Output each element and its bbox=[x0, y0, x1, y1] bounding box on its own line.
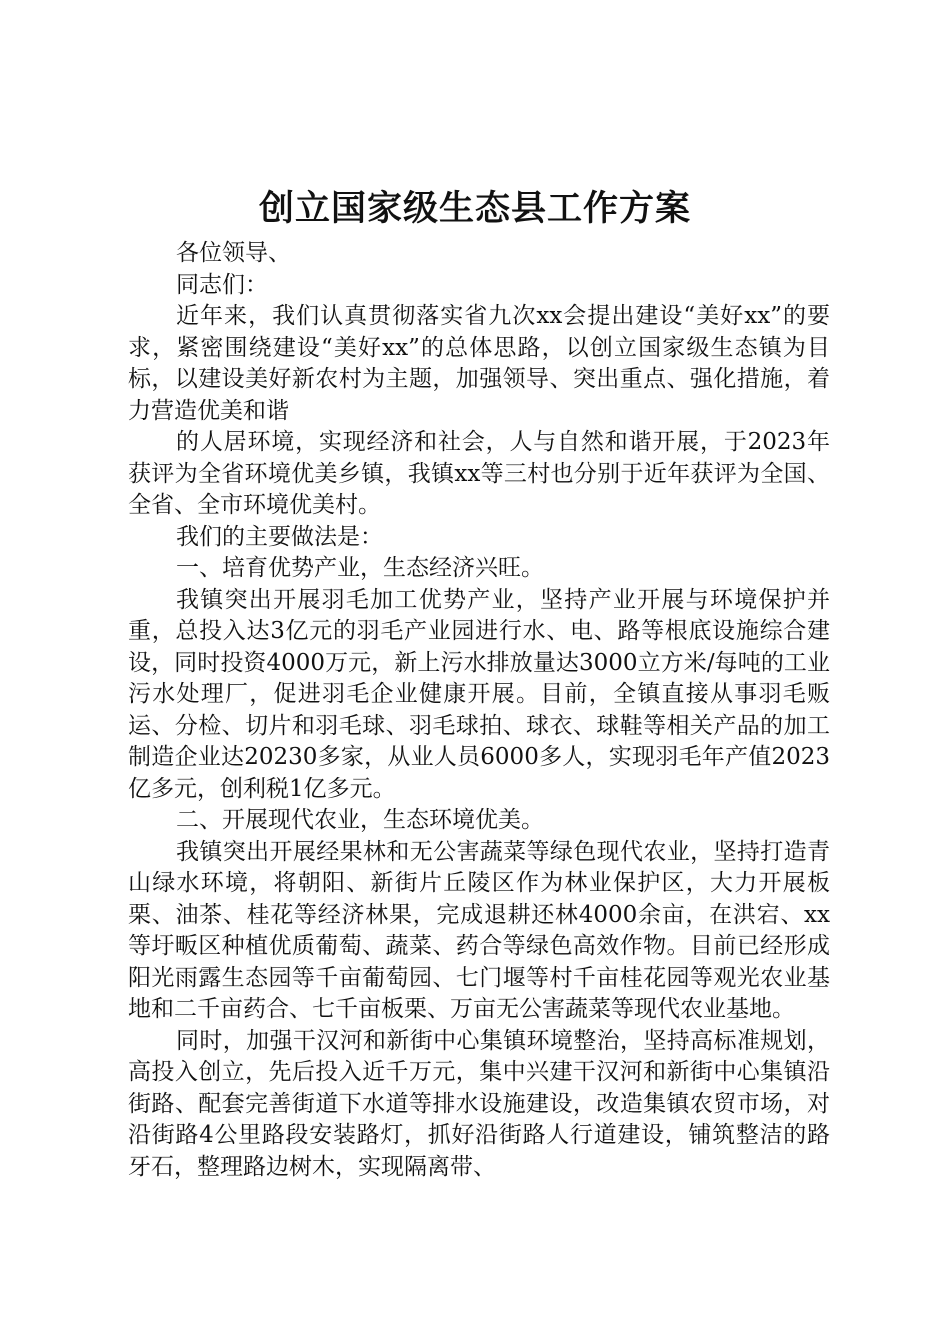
section-heading-1: 一、培育优势产业，生态经济兴旺。 bbox=[176, 555, 544, 581]
document-title: 创立国家级生态县工作方案 bbox=[258, 188, 691, 229]
paragraph-intro-continued: 的人居环境，实现经济和社会，人与自然和谐开展，于2023年获评为全省环境优美乡镇，我镇xx等三村也分别于近年获评为全国、全省、全市环境优美村。 bbox=[128, 429, 830, 518]
paragraph-feather-industry: 我镇突出开展羽毛加工优势产业，坚持产业开展与环境保护并重，总投入达3亿元的羽毛产业园进行水、电、路等根底设施综合建设，同时投资4000万元，新上污水排放量达3000立方米/每吨的工业污水处理厂，促进羽毛企业健康开展。目前，全镇直接从事羽毛贩运、分检、切片和羽毛球、羽毛球拍、球衣、球鞋等相关产品的加工制造企业达20230多家，从业人员6000多人，实现羽毛年产值2023亿多元，创利税1亿多元。 bbox=[128, 586, 830, 802]
document-body bbox=[128, 238, 830, 1183]
salutation-comrades: 同志们： bbox=[176, 271, 268, 298]
salutation-leaders: 各位领导、 bbox=[176, 240, 291, 266]
paragraph-modern-agriculture: 我镇突出开展经果林和无公害蔬菜等绿色现代农业，坚持打造青山绿水环境，将朝阳、新街片丘陵区作为林业保护区，大力开展板栗、油茶、桂花等经济林果，完成退耕还林4000余亩，在洪宕、xx等圩畈区种植优质葡萄、蔬菜、药合等绿色高效作物。目前已经形成阳光雨露生态园等千亩葡萄园、七门堰等村千亩桂花园等观光农业基地和二千亩药合、七千亩板栗、万亩无公害蔬菜等现代农业基地。 bbox=[128, 838, 830, 1022]
section-heading-2: 二、开展现代农业，生态环境优美。 bbox=[176, 807, 544, 833]
paragraph-main-practices: 我们的主要做法是： bbox=[176, 523, 383, 550]
paragraph-intro: 近年来，我们认真贯彻落实省九次xx会提出建设“美好xx”的要求，紧密围绕建设“美好xx”的总体思路，以创立国家级生态镇为目标，以建设美好新农村为主题，加强领导、突出重点、强化措施，着力营造优美和谐 bbox=[128, 303, 830, 424]
paragraph-town-renovation: 同时，加强干汉河和新街中心集镇环境整治，坚持高标准规划，高投入创立，先后投入近千万元，集中兴建干汉河和新街中心集镇沿街路、配套完善街道下水道等排水设施建设，改造集镇农贸市场，对沿街路4公里路段安装路灯，抓好沿街路人行道建设，铺筑整洁的路牙石，整理路边树木，实现隔离带、 bbox=[128, 1027, 830, 1180]
